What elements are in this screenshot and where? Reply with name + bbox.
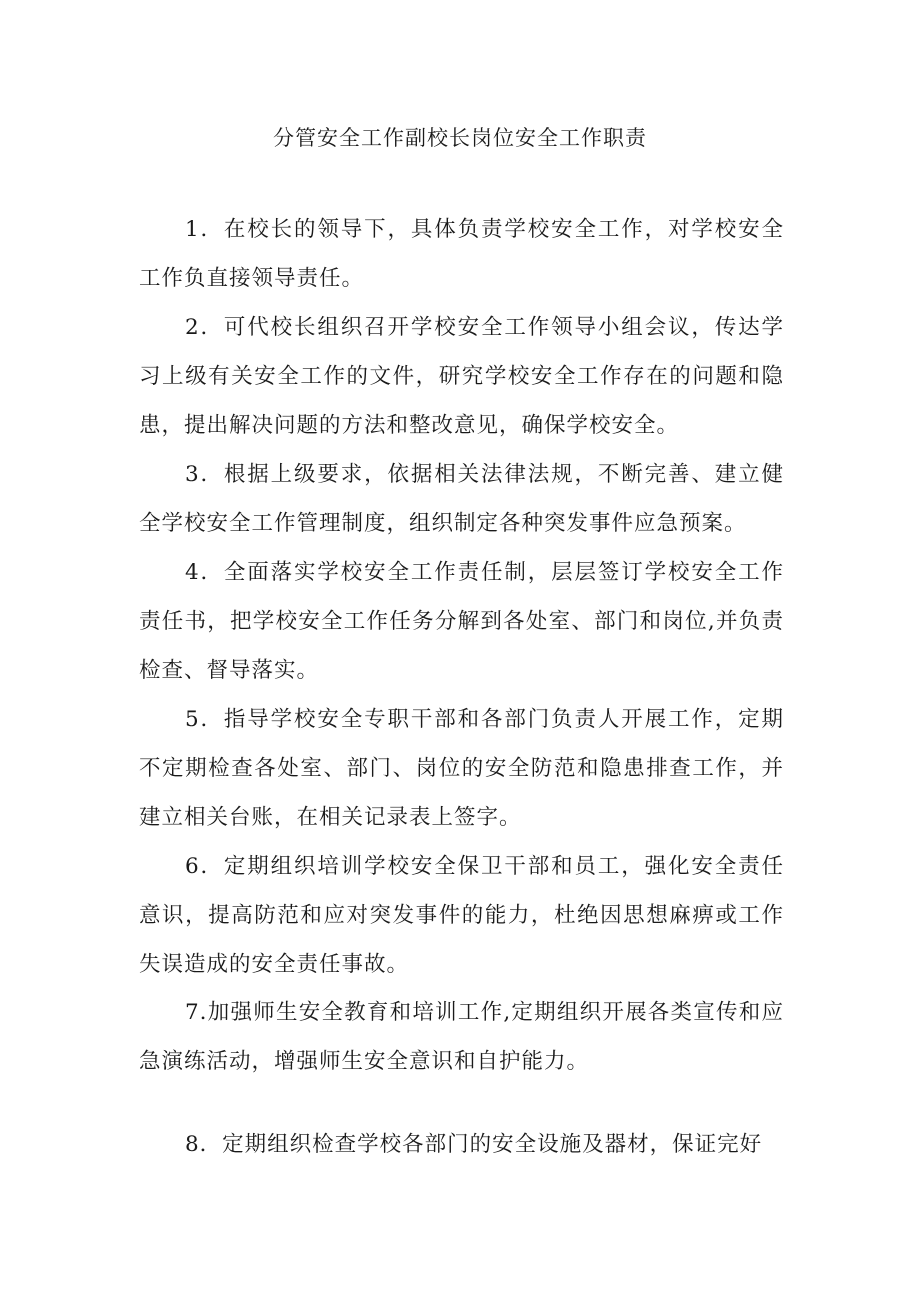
paragraph-2: 2．可代校长组织召开学校安全工作领导小组会议，传达学习上级有关安全工作的文件，研究学校安全工作存在的问题和隐患，提出解决问题的方法和整改意见，确保学校安全。 (139, 315, 784, 438)
document-title: 分管安全工作副校长岗位安全工作职责 (273, 126, 647, 150)
paragraph-3: 3．根据上级要求，依据相关法律法规，不断完善、建立健全学校安全工作管理制度，组织制定各种突发事件应急预案。 (139, 462, 784, 536)
paragraph-6: 6．定期组织培训学校安全保卫干部和员工，强化安全责任意识，提高防范和应对突发事件的能力，杜绝因思想麻痹或工作失误造成的安全责任事故。 (139, 854, 784, 977)
paragraph-7: 7.加强师生安全教育和培训工作,定期组织开展各类宣传和应急演练活动，增强师生安全意识和自护能力。 (139, 1000, 784, 1074)
paragraph-8: 8．定期组织检查学校各部门的安全设施及器材，保证完好 (185, 1132, 763, 1157)
paragraph-1: 1．在校长的领导下，具体负责学校安全工作，对学校安全工作负直接领导责任。 (139, 217, 784, 291)
paragraph-4: 4．全面落实学校安全工作责任制，层层签订学校安全工作责任书，把学校安全工作任务分解到各处室、部门和岗位,并负责检查、督导落实。 (139, 560, 784, 683)
paragraph-5: 5．指导学校安全专职干部和各部门负责人开展工作，定期不定期检查各处室、部门、岗位的安全防范和隐患排查工作，并建立相关台账，在相关记录表上签字。 (139, 707, 784, 830)
